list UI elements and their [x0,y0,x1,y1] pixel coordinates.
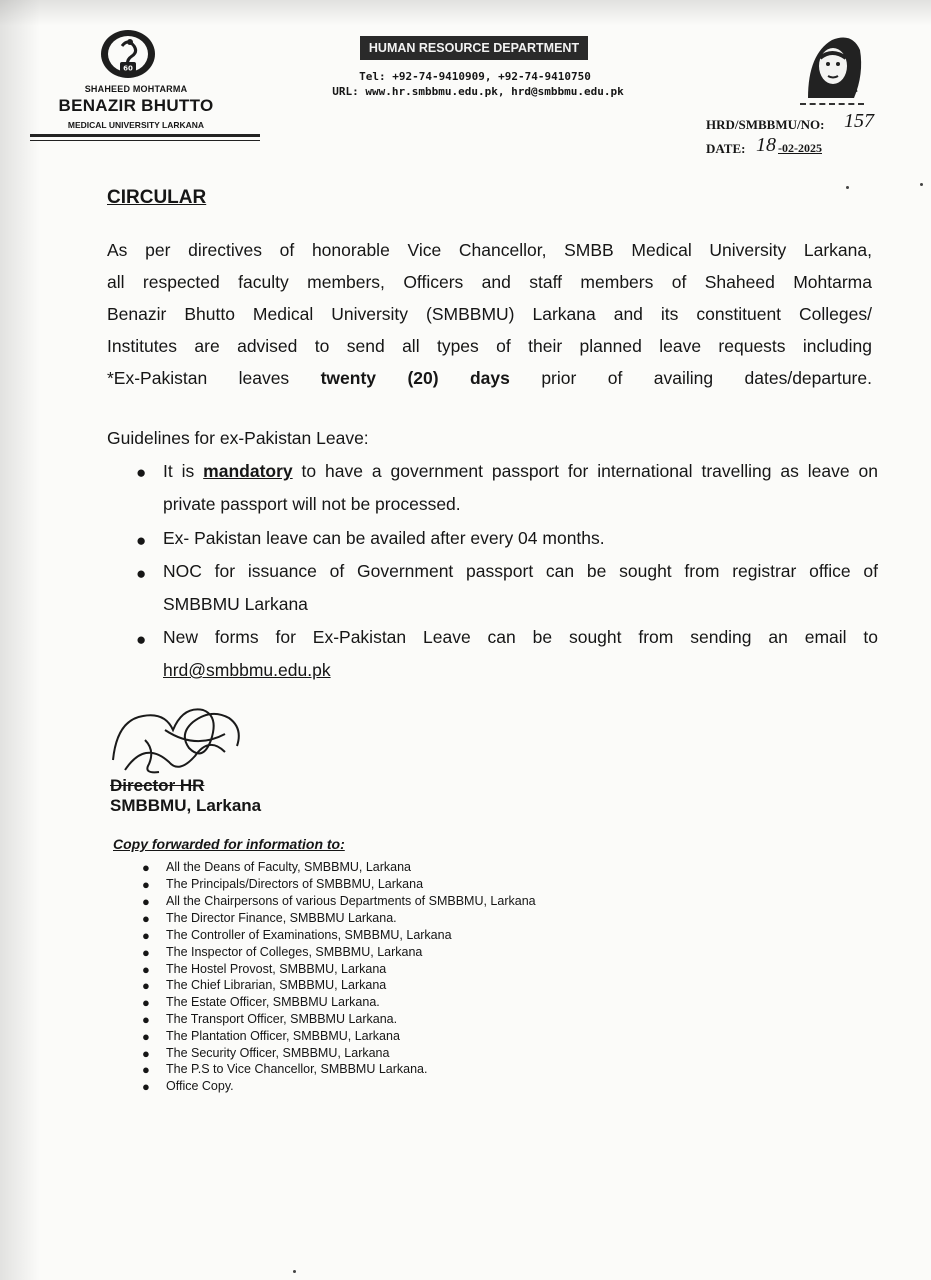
department-banner: HUMAN RESOURCE DEPARTMENT [360,36,588,60]
bullet-icon: ● [136,630,147,649]
bullet-icon: ● [142,1046,150,1061]
copy-recipient: The Chief Librarian, SMBBMU, Larkana [166,978,387,992]
guideline-item [163,461,878,482]
paragraph-line: As per directives of honorable Vice Chancellor, SMBB Medical University Larkana, [107,240,872,260]
bullet-icon: ● [142,945,150,960]
copy-recipient: The Transport Officer, SMBBMU Larkana. [166,1012,398,1026]
copy-recipient: The Controller of Examinations, SMBBMU, Larkana [166,928,452,942]
date-label: DATE: [706,141,746,156]
copy-recipient: The Estate Officer, SMBBMU Larkana. [166,995,380,1009]
guideline-text: It is [163,461,204,481]
scan-speck [846,186,849,189]
reference-number: 157 [844,110,874,132]
header-rule-thin [30,140,260,141]
reference-label: HRD/SMBBMU/NO: [706,117,825,132]
email-link[interactable]: hrd@smbbmu.edu.pk [163,660,331,680]
university-logo-icon [96,26,160,84]
paragraph-line-last [107,368,872,389]
university-name-line3: MEDICAL UNIVERSITY LARKANA [67,120,205,130]
scan-speck [293,1270,296,1273]
bullet-icon: ● [142,911,150,926]
guideline-item: Ex- Pakistan leave can be availed after every 04 months. [163,528,605,548]
circular-title: CIRCULAR [107,187,207,208]
copy-recipient: The Security Officer, SMBBMU, Larkana [166,1046,390,1060]
guideline-emphasis: mandatory [203,461,293,481]
copy-recipient: The Inspector of Colleges, SMBBMU, Larkana [166,945,423,959]
bullet-icon: ● [142,1029,150,1044]
portrait-icon [800,28,864,102]
logo-number: 60 [123,64,133,73]
bullet-icon: ● [136,463,147,482]
paragraph-text: prior of availing dates/departure. [541,368,872,388]
date-day: 18 [756,134,776,156]
guideline-item: NOC for issuance of Government passport can be sought from registrar office of [163,561,878,581]
bullet-icon: ● [142,995,150,1010]
signatory-title: Director HR [110,776,205,795]
university-name-line1: SHAHEED MOHTARMA [84,84,188,94]
bullet-icon: ● [136,531,147,550]
copy-recipient: All the Deans of Faculty, SMBBMU, Larkana [166,860,412,874]
bullet-icon: ● [136,564,147,583]
portrait-underline [800,103,864,105]
paragraph-text: *Ex-Pakistan leaves [107,368,290,388]
bullet-icon: ● [142,877,150,892]
guideline-item: New forms for Ex-Pakistan Leave can be sought from sending an email to [163,627,878,647]
university-name-line2: BENAZIR BHUTTO [58,96,214,115]
website-and-email: URL: www.hr.smbbmu.edu.pk, hrd@smbbmu.edu.pk [332,85,624,98]
guideline-text-continued: private passport will not be processed. [163,494,461,514]
bullet-icon: ● [142,962,150,977]
guidelines-heading: Guidelines for ex-Pakistan Leave: [107,428,369,448]
bullet-icon: ● [142,1079,150,1094]
guideline-text-continued: SMBBMU Larkana [163,594,308,614]
signatory-organization: SMBBMU, Larkana [110,796,262,815]
bullet-icon: ● [142,1062,150,1077]
paragraph-line: Institutes are advised to send all types of their planned leave requests including [107,336,872,356]
copy-recipient: All the Chairpersons of various Departments of SMBBMU, Larkana [166,894,536,908]
scan-shadow-top [0,0,931,26]
header-rule-thick [30,134,260,137]
telephone-numbers: Tel: +92-74-9410909, +92-74-9410750 [359,70,591,83]
copy-recipient: The Plantation Officer, SMBBMU, Larkana [166,1029,400,1043]
guideline-text: to have a government passport for international travelling as leave on [301,461,878,481]
bullet-icon: ● [142,1012,150,1027]
scan-speck [920,183,923,186]
copy-list-title: Copy forwarded for information to: [113,836,345,852]
copy-recipient: The Hostel Provost, SMBBMU, Larkana [166,962,387,976]
date-month-year: -02-2025 [778,141,822,155]
copy-recipient: The P.S to Vice Chancellor, SMBBMU Larkana. [166,1062,428,1076]
copy-recipient: The Director Finance, SMBBMU Larkana. [166,911,397,925]
scan-shadow-left [0,0,40,1280]
copy-recipient: The Principals/Directors of SMBBMU, Larkana [166,877,424,891]
paragraph-line: all respected faculty members, Officers and staff members of Shaheed Mohtarma [107,272,872,292]
bullet-icon: ● [142,860,150,875]
bullet-icon: ● [142,894,150,909]
bullet-icon: ● [142,928,150,943]
bullet-icon: ● [142,978,150,993]
copy-recipient: Office Copy. [166,1079,234,1093]
paragraph-emphasis: twenty (20) days [320,368,510,388]
paragraph-line: Benazir Bhutto Medical University (SMBBMU) Larkana and its constituent Colleges/ [107,304,872,324]
